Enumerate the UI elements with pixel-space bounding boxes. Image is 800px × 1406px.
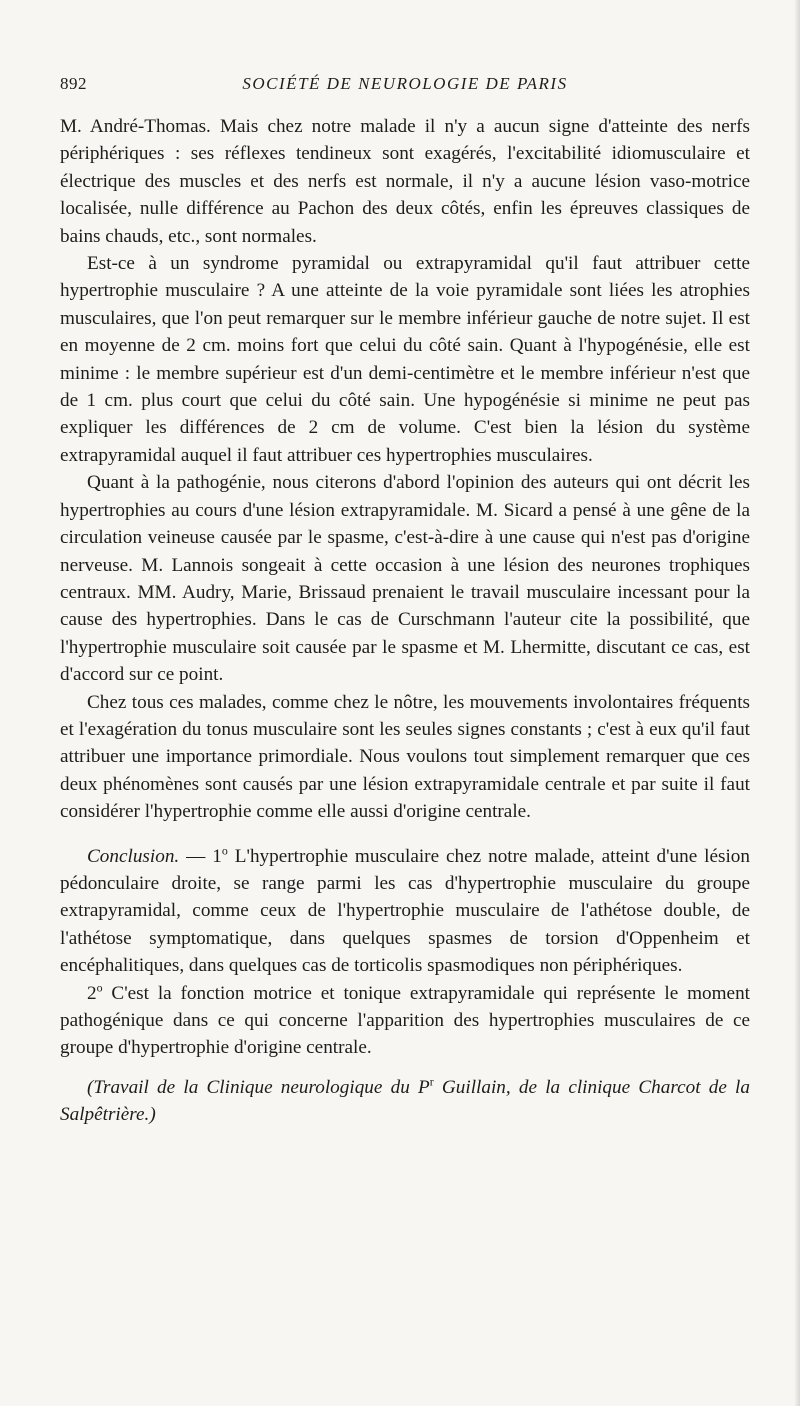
- footer-note-start: (Travail de la Clinique neurologique du P: [87, 1076, 430, 1098]
- point-text: L'hypertrophie musculaire chez notre malade, atteint d'une lésion pédonculaire droite, se range parmi les cas d'hypertrophie musculaire du groupe extrapyramidal, comme ceux de l'hypertrophie musculaire de l'athétose double, de l'athétose symptomatique, dans quelques spasmes de torsion d'Oppenheim et encéphalitiques, dans quelques cas de torticolis spasmodiques non périphériques.: [60, 845, 750, 977]
- footer-note: [60, 1074, 750, 1129]
- footer-note-end: Guillain, de la clinique Charcot de la Salpêtrière.): [60, 1076, 750, 1126]
- page-number: 892: [60, 74, 87, 93]
- conclusion-point-2: [60, 980, 750, 1062]
- paragraph-syndrome: Est-ce à un syndrome pyramidal ou extrapyramidal qu'il faut attribuer cette hypertrophie musculaire ? A une atteinte de la voie pyramidale sont liées les atrophies musculaires, que l'on peut remarquer sur le membre inférieur gauche de notre sujet. Il est en moyenne de 2 cm. moins fort que celui du côté sain. Quant à l'hypogénésie, elle est minime : le membre supérieur est d'un demi-centimètre et le membre inférieur n'est que de 1 cm. plus court que celui du côté sain. Une hypogénésie si minime ne peut pas expliquer les différences de 2 cm de volume. C'est bien la lésion du système extrapyramidal auquel il faut attribuer ces hypertrophies musculaires.: [60, 253, 750, 466]
- page-edge-shadow: [794, 0, 800, 1406]
- footer-note-sup: r: [429, 1074, 434, 1089]
- conclusion-dash: —: [186, 845, 206, 867]
- paragraph-andre-thomas: [60, 113, 750, 250]
- conclusion-point-1: [60, 843, 750, 980]
- running-title: SOCIÉTÉ DE NEUROLOGIE DE PARIS: [242, 74, 568, 93]
- point-text: C'est la fonction motrice et tonique extrapyramidale qui représente le moment pathogénique dans ce qui concerne l'apparition des hypertrophies musculaires de ce groupe d'hypertrophie d'origine centrale.: [60, 982, 750, 1059]
- point-ordinal: o: [96, 980, 103, 995]
- point-number: 1: [212, 845, 222, 867]
- body-text: [60, 113, 750, 1129]
- paragraph-pathogenie: Quant à la pathogénie, nous citerons d'abord l'opinion des auteurs qui ont décrit les hypertrophies au cours d'une lésion extrapyramidale. M. Sicard a pensé à une gêne de la circulation veineuse causée par le spasme, c'est-à-dire à une cause qui n'est pas d'origine nerveuse. M. Lannois songeait à cette occasion à une lésion des neurones trophiques centraux. MM. Audry, Marie, Brissaud prenaient le travail musculaire incessant pour la cause des hypertrophies. Dans le cas de Curschmann l'auteur cite la possibilité, que l'hypertrophie musculaire soit causée par le spasme et M. Lhermitte, discutant ce cas, est d'accord sur ce point.: [60, 472, 750, 686]
- conclusion-label: Conclusion.: [87, 845, 180, 867]
- paragraph-text: Mais chez notre malade il n'y a aucun signe d'atteinte des nerfs périphériques : ses réflexes tendineux sont exagérés, l'excitabilité idiomusculaire et électrique des muscles et des nerfs est normale, il n'y a aucune lésion vaso-motrice localisée, nulle différence au Pachon des deux côtés, enfin les épreuves classiques de bains chauds, etc., sont normales.: [60, 116, 750, 247]
- speaker-name: M. André-Thomas.: [60, 116, 211, 137]
- point-number: 2: [87, 982, 97, 1004]
- point-ordinal: o: [221, 843, 228, 858]
- page-header: [60, 74, 750, 100]
- paragraph-malades: Chez tous ces malades, comme chez le nôtre, les mouvements involontaires fréquents et l'exagération du tonus musculaire sont les seules signes constants ; c'est à eux qu'il faut attribuer une importance primordiale. Nous voulons tout simplement remarquer que ces deux phénomènes sont causés par une lésion extrapyramidale centrale et par suite il faut considérer l'hypertrophie comme elle aussi d'origine centrale.: [60, 691, 750, 823]
